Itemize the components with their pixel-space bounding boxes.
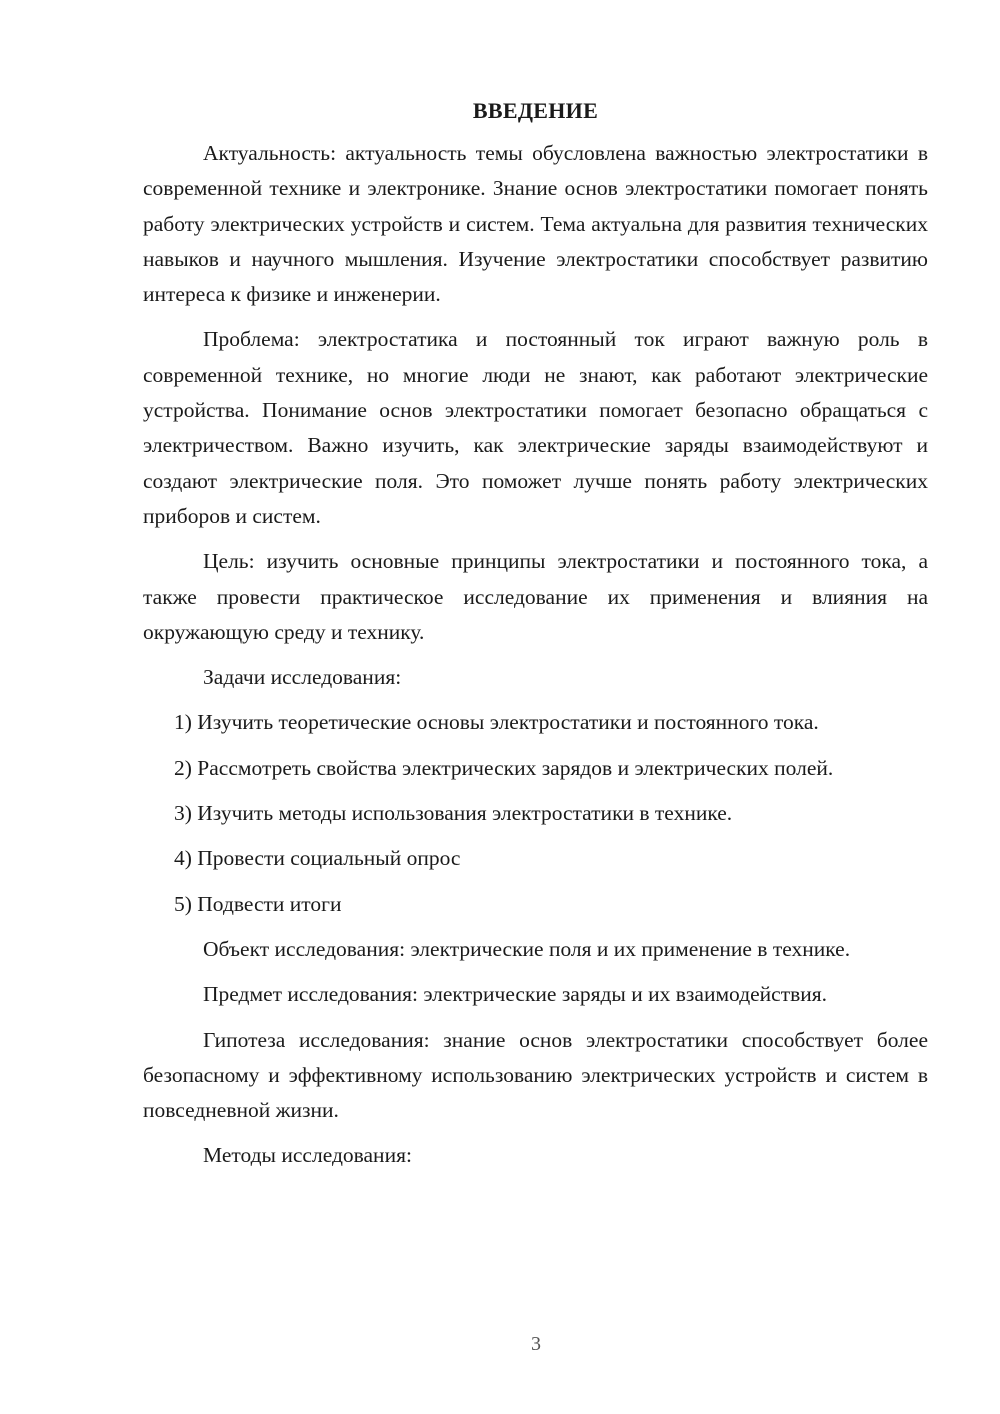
section-title: ВВЕДЕНИЕ (472, 98, 599, 123)
task-item-2: 2) Рассмотреть свойства электрических зарядов и электрических полей. (174, 755, 834, 780)
paragraph-hypothesis: Гипотеза исследования: знание основ электростатики способствует более безопасному и эффективному использованию электрических устройств и систем в повседневной жизни. (143, 1027, 928, 1123)
page-number: 3 (531, 1333, 541, 1355)
paragraph-subject: Предмет исследования: электрические заряды и их взаимодействия. (203, 982, 828, 1007)
paragraph-tasks-heading: Задачи исследования: (203, 665, 402, 690)
paragraph-relevance: Актуальность: актуальность темы обусловлена важностью электростатики в современной технике и электронике. Знание основ электростатики помогает понять работу электрических устройств и систем. Тема актуальна для развития технических навыков и научного мышления. Изучение электростатики способствует развитию интереса к физике и инженерии. (143, 141, 928, 307)
paragraph-problem: Проблема: электростатика и постоянный ток играют важную роль в современной технике, но многие люди не знают, как работают электрические устройства. Понимание основ электростатики помогает безопасно обращаться с электричеством. Важно изучить, как электрические заряды взаимодействуют и создают электрические поля. Это поможет лучше понять работу электрических приборов и систем. (143, 327, 928, 528)
task-item-5: 5) Подвести итоги (174, 891, 342, 916)
task-item-3: 3) Изучить методы использования электростатики в технике. (174, 801, 733, 826)
document-page (143, 96, 928, 1184)
paragraph-object: Объект исследования: электрические поля и их применение в технике. (203, 936, 851, 961)
task-item-1: 1) Изучить теоретические основы электростатики и постоянного тока. (174, 710, 819, 735)
paragraph-methods: Методы исследования: (203, 1143, 412, 1168)
task-item-4: 4) Провести социальный опрос (174, 846, 461, 871)
paragraph-goal: Цель: изучить основные принципы электростатики и постоянного тока, а также провести практическое исследование их применения и влияния на окружающую среду и технику. (143, 549, 928, 644)
